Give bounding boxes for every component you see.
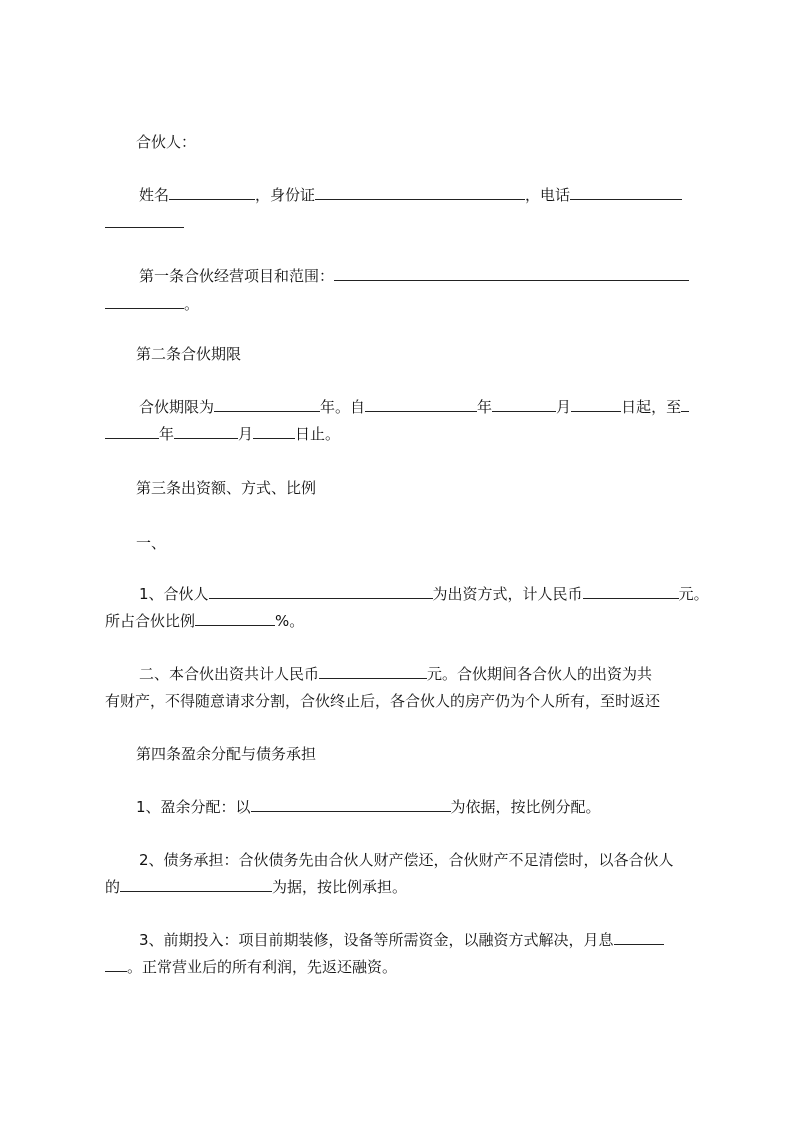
end-year-blank[interactable] [105,424,159,439]
start-day-blank[interactable] [571,397,621,412]
id-blank[interactable] [315,185,525,200]
partner-heading: 合伙人： [136,133,197,151]
profit-distribution-line: 1、盈余分配：以 为依据，按比例分配。 [136,798,601,816]
phone-blank[interactable] [570,185,682,200]
term-line-continued: 年 月 日止。 [105,424,340,444]
distribution-basis-blank[interactable] [251,797,451,812]
article-4-title: 第四条盈余分配与债务承担 [136,745,317,763]
total-contribution-line: 二、本合伙出资共计人民币 元。合伙期间各合伙人的出资为共 [139,665,653,683]
name-blank[interactable] [169,185,255,200]
end-day-blank[interactable] [253,424,295,439]
contribution-line: 1、合伙人 为出资方式，计人民币 元。 [139,585,709,603]
contribution-method-blank[interactable] [209,584,433,599]
interest-blank[interactable] [614,930,664,945]
article-3-title: 第三条出资额、方式、比例 [136,479,317,497]
start-month-blank[interactable] [492,397,556,412]
business-scope-blank[interactable] [334,266,689,281]
end-month-blank[interactable] [174,424,238,439]
start-year-blank[interactable] [365,397,477,412]
ratio-blank[interactable] [195,611,275,626]
debt-line-continued: 的 为据，按比例承担。 [105,878,408,896]
section-one: 一、 [136,534,167,552]
total-contribution-continued: 有财产，不得随意请求分割，合伙终止后，各合伙人的房产仍为个人所有，至时返还 [105,692,661,710]
article-1-line: 第一条合伙经营项目和范围： [139,266,689,286]
term-line: 合伙期限为 年。自 年 月 日起，至 [139,397,689,417]
partner-info-line: 姓名 ，身份证 ，电话 [139,185,682,205]
initial-investment-line: 3、前期投入：项目前期装修，设备等所需资金，以融资方式解决，月息 [139,930,664,950]
initial-investment-continued: 。正常营业后的所有利润，先返还融资。 [105,957,397,977]
article-1-continued: 。 [105,294,199,314]
debt-line: 2、债务承担：合伙债务先由合伙人财产偿还，合伙财产不足清偿时，以各合伙人 [139,851,674,869]
term-years-blank[interactable] [214,397,320,412]
phone-blank-continued [105,213,184,233]
contribution-amount-blank[interactable] [583,584,679,599]
article-2-title: 第二条合伙期限 [136,345,242,363]
ratio-line: 所占合伙比例 %。 [105,612,305,630]
total-amount-blank[interactable] [319,664,427,679]
debt-basis-blank[interactable] [120,877,272,892]
